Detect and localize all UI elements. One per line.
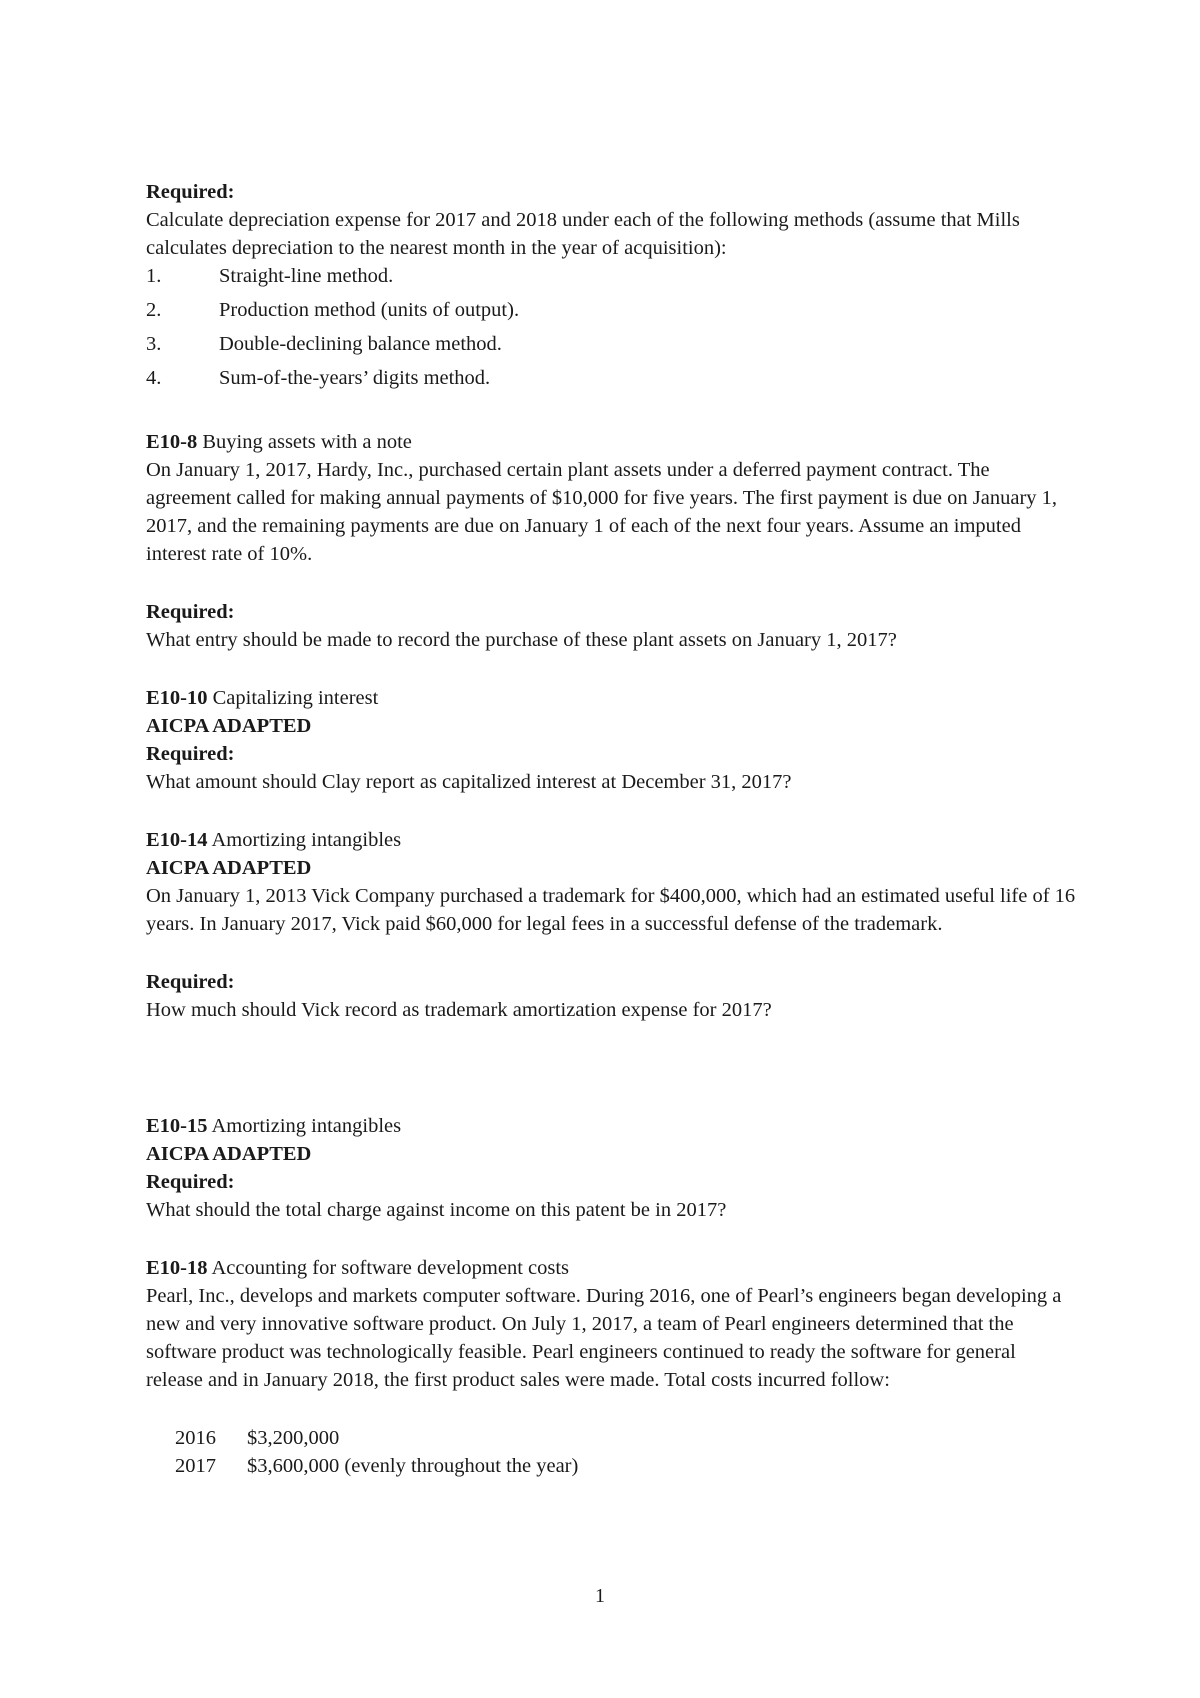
required-heading: Required: xyxy=(146,601,235,623)
document-page xyxy=(146,178,1076,1480)
list-number: 1. xyxy=(146,265,162,287)
exercise-title: Capitalizing interest xyxy=(212,687,379,709)
cost-year: 2017 xyxy=(175,1455,216,1477)
list-number: 2. xyxy=(146,299,162,321)
cost-amount: $3,600,000 (evenly throughout the year) xyxy=(247,1455,579,1477)
costs-list xyxy=(175,1424,1076,1480)
exercise-code: E10-10 xyxy=(146,687,208,709)
exercise-heading xyxy=(146,1254,1076,1282)
exercise-title: Buying assets with a note xyxy=(202,431,412,453)
exercise-question: How much should Vick record as trademark amortization expense for 2017? xyxy=(146,999,772,1021)
list-label: Double-declining balance method. xyxy=(219,333,502,355)
exercise-title: Amortizing intangibles xyxy=(211,829,402,851)
cost-row xyxy=(175,1452,1076,1480)
exercise-text: On January 1, 2017, Hardy, Inc., purchased certain plant assets under a deferred payment contract. The agreement called for making annual payments of $10,000 for five years. The first payment is due on January 1, 2017, and the remaining payments are due on January 1 of each of the next four years. Assume an imputed interest rate of 10%. xyxy=(146,459,1058,565)
methods-list xyxy=(146,262,1076,398)
list-item xyxy=(146,330,1076,364)
exercise-code: E10-14 xyxy=(146,829,208,851)
list-item xyxy=(146,364,1076,398)
intro-text: Calculate depreciation expense for 2017 and 2018 under each of the following methods (assume that Mills calculates depreciation to the nearest month in the year of acquisition): xyxy=(146,209,1020,259)
exercise-code: E10-8 xyxy=(146,431,198,453)
exercise-text: Pearl, Inc., develops and markets computer software. During 2016, one of Pearl’s engineers began developing a new and very innovative software product. On July 1, 2017, a team of Pearl engineers determined that the software product was technologically feasible. Pearl engineers continued to ready the software for general release and in January 2018, the first product sales were made. Total costs incurred follow: xyxy=(146,1285,1062,1391)
exercise-source: AICPA ADAPTED xyxy=(146,715,312,737)
exercise-question: What amount should Clay report as capitalized interest at December 31, 2017? xyxy=(146,771,792,793)
exercise-heading xyxy=(146,428,1076,456)
required-heading: Required: xyxy=(146,1171,235,1193)
list-item xyxy=(146,262,1076,296)
list-item xyxy=(146,296,1076,330)
cost-year: 2016 xyxy=(175,1427,216,1449)
exercise-heading xyxy=(146,1112,1076,1140)
exercise-code: E10-15 xyxy=(146,1115,208,1137)
exercise-heading xyxy=(146,684,1076,712)
exercise-title: Accounting for software development costs xyxy=(211,1257,570,1279)
cost-row xyxy=(175,1424,1076,1452)
list-label: Sum-of-the-years’ digits method. xyxy=(219,367,491,389)
exercise-source: AICPA ADAPTED xyxy=(146,1143,312,1165)
page-number: 1 xyxy=(595,1585,605,1607)
exercise-text: On January 1, 2013 Vick Company purchased a trademark for $400,000, which had an estimated useful life of 16 years. In January 2017, Vick paid $60,000 for legal fees in a successful defense of the trademark. xyxy=(146,885,1076,935)
required-heading: Required: xyxy=(146,743,235,765)
cost-amount: $3,200,000 xyxy=(247,1427,340,1449)
exercise-question: What entry should be made to record the purchase of these plant assets on January 1, 2017? xyxy=(146,629,897,651)
list-label: Production method (units of output). xyxy=(219,299,520,321)
required-heading: Required: xyxy=(146,181,235,203)
list-number: 4. xyxy=(146,367,162,389)
exercise-heading xyxy=(146,826,1076,854)
exercise-code: E10-18 xyxy=(146,1257,208,1279)
exercise-title: Amortizing intangibles xyxy=(211,1115,402,1137)
list-number: 3. xyxy=(146,333,162,355)
list-label: Straight-line method. xyxy=(219,265,394,287)
exercise-source: AICPA ADAPTED xyxy=(146,857,312,879)
exercise-question: What should the total charge against income on this patent be in 2017? xyxy=(146,1199,727,1221)
required-heading: Required: xyxy=(146,971,235,993)
